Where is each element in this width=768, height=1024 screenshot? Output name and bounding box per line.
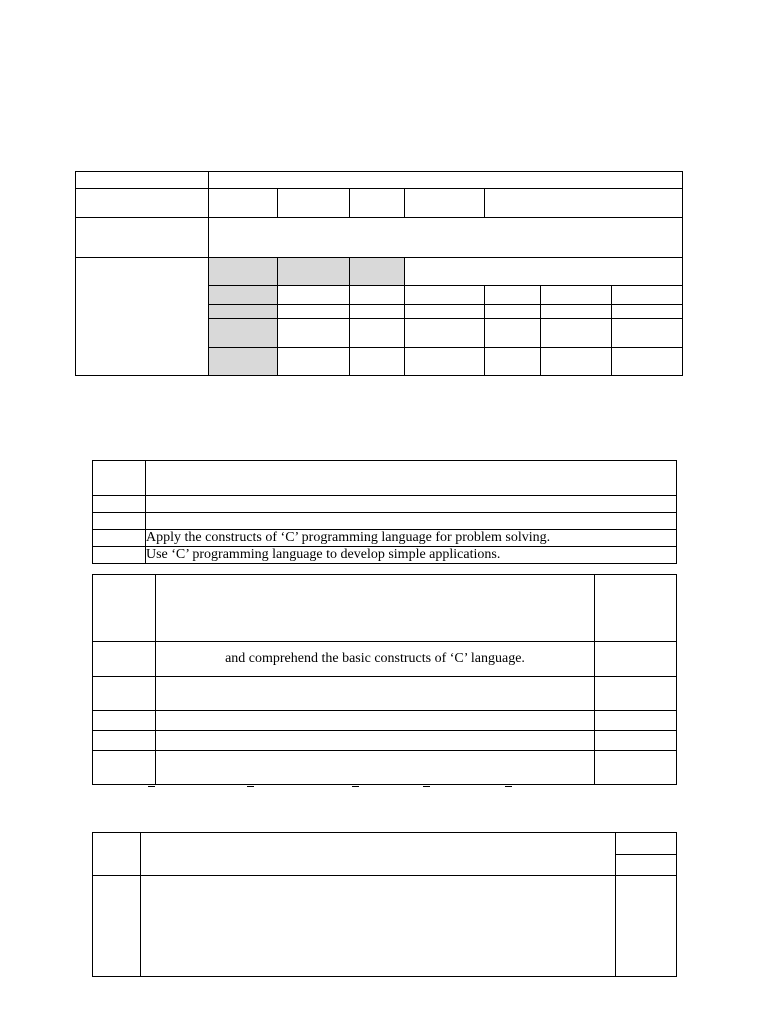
scheme-row-label xyxy=(209,305,278,319)
units-table xyxy=(92,574,677,785)
unit-row xyxy=(93,677,677,711)
scheme-header-cell-4 xyxy=(405,258,683,286)
outcome-row xyxy=(93,496,677,513)
scheme-cell xyxy=(350,305,405,319)
outcome-row xyxy=(93,530,677,547)
syllabus-table xyxy=(92,832,677,977)
outcome-text-cell xyxy=(146,496,677,513)
unit-content-cell xyxy=(156,711,595,731)
unit-content-cell: and comprehend the basic constructs of ‘C’ language. xyxy=(156,642,595,677)
syllabus-content-cell xyxy=(141,876,616,977)
scheme-cell xyxy=(405,348,485,376)
scheme-cell xyxy=(612,286,683,305)
course-code-cell-5 xyxy=(485,189,683,218)
outcome-row xyxy=(93,513,677,530)
prerequisite-label-cell xyxy=(76,218,209,258)
outcome-text-cell: Use ‘C’ programming language to develop simple applications. xyxy=(146,547,677,564)
syllabus-hours-header-cell-top xyxy=(616,833,677,855)
course-code-cell-2 xyxy=(278,189,350,218)
scheme-cell xyxy=(350,348,405,376)
scheme-cell xyxy=(541,305,612,319)
outcome-number-cell xyxy=(93,547,146,564)
dash-mark xyxy=(505,786,512,788)
course-code-cell-3 xyxy=(350,189,405,218)
unit-hours-header-cell xyxy=(595,575,677,642)
unit-number-header-cell xyxy=(93,575,156,642)
outcome-number-cell xyxy=(93,530,146,547)
outcome-header-cell xyxy=(146,461,677,496)
scheme-cell xyxy=(405,305,485,319)
unit-number-cell xyxy=(93,677,156,711)
syllabus-hours-header-cell-bottom xyxy=(616,855,677,876)
course-code-row xyxy=(76,189,683,218)
outcome-text-cell xyxy=(146,513,677,530)
unit-hours-cell xyxy=(595,711,677,731)
course-code-cell-4 xyxy=(405,189,485,218)
dash-mark xyxy=(352,786,359,788)
course-title-label-cell xyxy=(76,172,209,189)
scheme-cell xyxy=(405,319,485,348)
scheme-row-label xyxy=(209,348,278,376)
scheme-row-label xyxy=(209,286,278,305)
unit-hours-cell xyxy=(595,677,677,711)
unit-hours-cell xyxy=(595,642,677,677)
unit-content-header-cell xyxy=(156,575,595,642)
units-header-row xyxy=(93,575,677,642)
scheme-cell xyxy=(541,348,612,376)
scheme-cell xyxy=(350,286,405,305)
scheme-cell xyxy=(485,286,541,305)
syllabus-unit-header-cell xyxy=(93,833,141,876)
scheme-header-cell-2 xyxy=(278,258,350,286)
syllabus-header-row-top xyxy=(93,833,677,855)
unit-number-cell xyxy=(93,751,156,785)
dash-mark xyxy=(247,786,254,788)
scheme-cell xyxy=(278,348,350,376)
outcome-text-cell: Apply the constructs of ‘C’ programming language for problem solving. xyxy=(146,530,677,547)
prerequisite-row xyxy=(76,218,683,258)
scheme-row-label xyxy=(209,319,278,348)
course-code-label-cell xyxy=(76,189,209,218)
unit-number-cell xyxy=(93,642,156,677)
scheme-cell xyxy=(278,319,350,348)
unit-content-cell xyxy=(156,731,595,751)
scheme-cell xyxy=(541,319,612,348)
unit-number-cell xyxy=(93,711,156,731)
outcome-number-cell xyxy=(93,461,146,496)
outcome-number-cell xyxy=(93,513,146,530)
unit-hours-cell xyxy=(595,751,677,785)
unit-row xyxy=(93,642,677,677)
unit-hours-cell xyxy=(595,731,677,751)
dash-mark xyxy=(148,786,155,788)
course-title-row xyxy=(76,172,683,189)
unit-content-cell xyxy=(156,751,595,785)
scheme-header-cell-1 xyxy=(209,258,278,286)
unit-row xyxy=(93,731,677,751)
outcomes-header-row xyxy=(93,461,677,496)
unit-row xyxy=(93,751,677,785)
unit-content-cell xyxy=(156,677,595,711)
scheme-cell xyxy=(350,319,405,348)
dash-mark xyxy=(423,786,430,788)
syllabus-row xyxy=(93,876,677,977)
scheme-cell xyxy=(612,305,683,319)
scheme-cell xyxy=(485,319,541,348)
unit-number-cell xyxy=(93,731,156,751)
scheme-cell xyxy=(541,286,612,305)
scheme-cell xyxy=(278,286,350,305)
outcome-number-cell xyxy=(93,496,146,513)
course-title-value-cell xyxy=(209,172,683,189)
syllabus-hours-cell xyxy=(616,876,677,977)
teaching-scheme-label-cell xyxy=(76,258,209,376)
unit-row xyxy=(93,711,677,731)
course-code-cell-1 xyxy=(209,189,278,218)
scheme-cell xyxy=(485,305,541,319)
syllabus-unit-cell xyxy=(93,876,141,977)
syllabus-content-header-cell xyxy=(141,833,616,876)
scheme-cell xyxy=(612,319,683,348)
scheme-cell xyxy=(612,348,683,376)
scheme-cell xyxy=(405,286,485,305)
outcome-row xyxy=(93,547,677,564)
prerequisite-value-cell xyxy=(209,218,683,258)
course-outcomes-table xyxy=(92,460,677,564)
scheme-cell xyxy=(278,305,350,319)
scheme-header-row xyxy=(76,258,683,286)
scheme-header-cell-3 xyxy=(350,258,405,286)
scheme-cell xyxy=(485,348,541,376)
course-info-table xyxy=(75,171,683,376)
